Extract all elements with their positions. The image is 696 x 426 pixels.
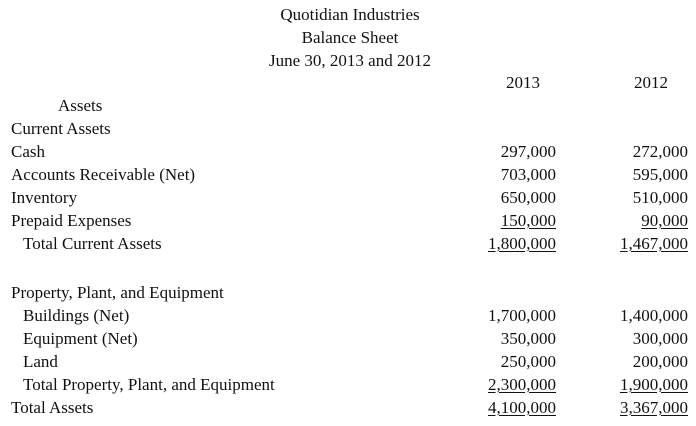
row-label-inventory: Inventory — [11, 188, 78, 207]
total-assets-label: Total Assets — [11, 398, 94, 417]
inventory-2013: 650,000 — [500, 188, 556, 207]
land-2012: 200,000 — [632, 352, 688, 371]
total-assets-2012-cell — [560, 398, 688, 418]
prepaid-expenses-2012-cell — [560, 211, 688, 231]
land-2013: 250,000 — [500, 352, 556, 371]
total-ppe-2012-cell — [560, 375, 688, 395]
row-label-cash: Cash — [11, 142, 45, 161]
total-current-assets-label: Total Current Assets — [23, 234, 162, 253]
ppe-heading: Property, Plant, and Equipment — [11, 283, 224, 302]
total-current-assets-2013: 1,800,000 — [488, 234, 556, 253]
buildings-2012: 1,400,000 — [620, 306, 688, 325]
total-current-assets-2013-cell — [430, 234, 556, 254]
total-ppe-label: Total Property, Plant, and Equipment — [23, 375, 275, 394]
total-ppe-2012: 1,900,000 — [620, 375, 688, 394]
total-assets-2012: 3,367,000 — [620, 398, 688, 417]
column-header-2013: 2013 — [506, 73, 540, 92]
total-ppe-2013: 2,300,000 — [488, 375, 556, 394]
company-name: Quotidian Industries — [280, 5, 420, 24]
total-assets-2013-cell — [430, 398, 556, 418]
prepaid-expenses-2013-cell — [430, 211, 556, 231]
row-label-accounts-receivable: Accounts Receivable (Net) — [11, 165, 196, 184]
accounts-receivable-2012: 595,000 — [632, 165, 688, 184]
total-current-assets-2012-cell — [560, 234, 688, 254]
accounts-receivable-2013: 703,000 — [500, 165, 556, 184]
row-label-buildings: Buildings (Net) — [23, 306, 130, 325]
assets-heading: Assets — [58, 96, 103, 115]
prepaid-expenses-2012: 90,000 — [641, 211, 688, 230]
total-current-assets-2012: 1,467,000 — [620, 234, 688, 253]
equipment-2012: 300,000 — [632, 329, 688, 348]
equipment-2013: 350,000 — [500, 329, 556, 348]
row-label-land: Land — [23, 352, 58, 371]
total-ppe-2013-cell — [430, 375, 556, 395]
cash-2013: 297,000 — [500, 142, 556, 161]
statement-title: Balance Sheet — [301, 28, 399, 47]
column-header-2012: 2012 — [634, 73, 668, 92]
statement-period: June 30, 2013 and 2012 — [269, 51, 431, 70]
current-assets-heading: Current Assets — [11, 119, 111, 138]
row-label-prepaid-expenses: Prepaid Expenses — [11, 211, 132, 230]
prepaid-expenses-2013: 150,000 — [500, 211, 556, 230]
row-label-equipment: Equipment (Net) — [23, 329, 138, 348]
cash-2012: 272,000 — [632, 142, 688, 161]
inventory-2012: 510,000 — [632, 188, 688, 207]
total-assets-2013: 4,100,000 — [488, 398, 556, 417]
buildings-2013: 1,700,000 — [488, 306, 556, 325]
